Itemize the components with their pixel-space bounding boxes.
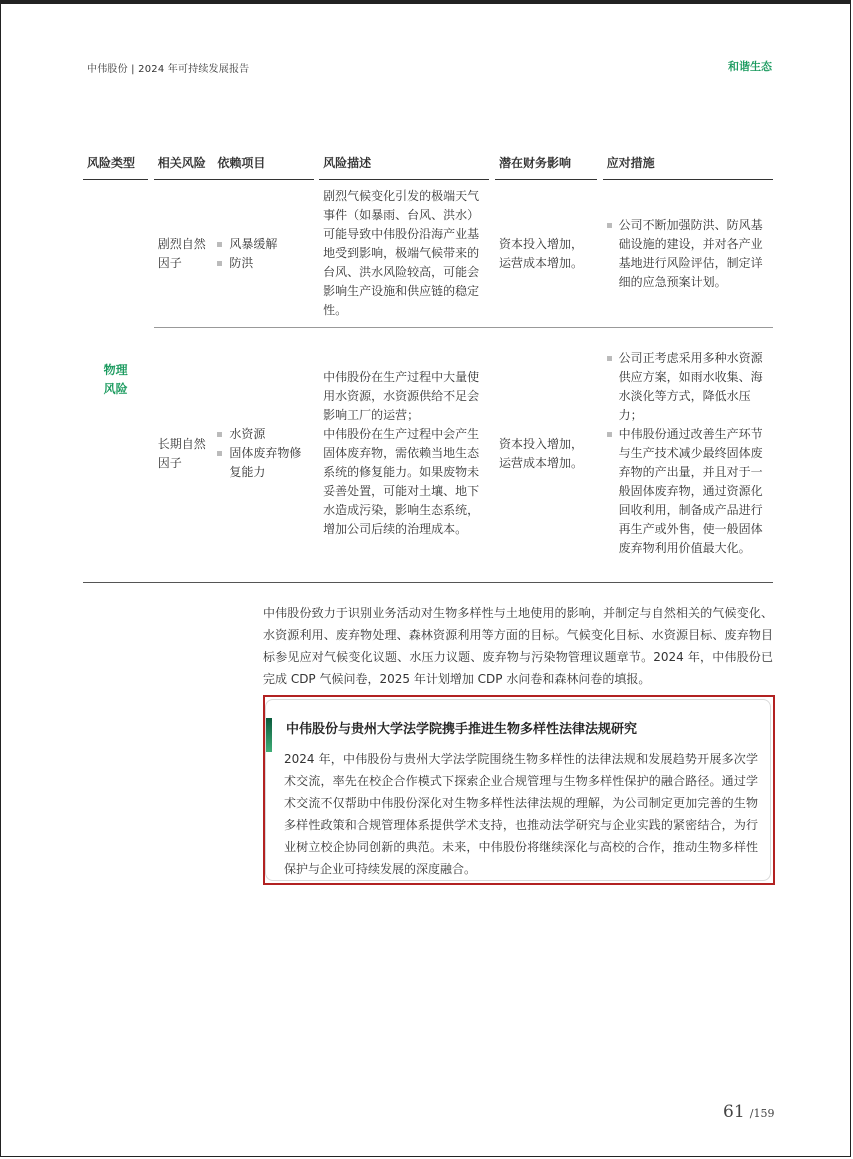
list-item: 中伟股份通过改善生产环节与生产技术减少最终固体废弃物的产出量，并且对于一般固体废弃物，通过资源化回收利用，制备成产品进行再生产或外售，使一般固体废弃物利用价值最大化。: [607, 425, 769, 558]
list-item: 水资源: [217, 425, 309, 444]
table-header-row: [83, 154, 773, 180]
page-current: 61: [723, 1102, 745, 1122]
risk-type-cell: 物理 风险: [103, 362, 128, 396]
col-related-risk: 相关风险: [154, 154, 214, 180]
col-response: 应对措施: [603, 154, 773, 180]
case-study-box: [265, 699, 771, 881]
response-cell: [603, 180, 773, 328]
col-risk-type: 风险类型: [83, 154, 148, 180]
header-report-title: 中伟股份 | 2024 年可持续发展报告: [87, 64, 250, 75]
risk-description-cell: 中伟股份在生产过程中大量使用水资源，水资源供给不足会影响工厂的运营； 中伟股份在生产过程中会产生固体废弃物，需依赖当地生态系统的修复能力。如果废物未妥善处置，可能对土壤、地下水造成污染，影响生态系统，增加公司后续的治理成本。: [323, 370, 480, 537]
table-row: [83, 180, 773, 328]
financial-impact-cell: 资本投入增加，运营成本增加。: [498, 436, 583, 470]
col-financial-impact: 潜在财务影响: [495, 154, 597, 180]
financial-impact-cell: 资本投入增加，运营成本增加。: [495, 180, 597, 328]
list-item: 公司正考虑采用多种水资源供应方案，如雨水收集、海水淡化等方式，降低水压力；: [607, 349, 769, 425]
dependency-cell: [213, 328, 313, 580]
col-risk-description: 风险描述: [319, 154, 489, 180]
case-study-body: 2024 年，中伟股份与贵州大学法学院围绕生物多样性的法律法规和发展趋势开展多次学术交流，率先在校企合作模式下探索企业合规管理与生物多样性保护的融合路径。通过学术交流不仅帮助中伟股份深化对生物多样性法律法规的理解，为公司制定更加完善的生物多样性政策和合规管理体系提供学术支持，也推动法学研究与企业实践的紧密结合，为行业树立校企协同创新的典范。未来，中伟股份将继续深化与高校的合作，推动生物多样性保护与企业可持续发展的深度融合。: [284, 752, 758, 876]
response-cell: [603, 328, 773, 580]
list-item: 风暴缓解: [217, 235, 309, 254]
list-item: 固体废弃物修复能力: [217, 444, 309, 482]
header-section-name: 和谐生态: [728, 60, 772, 73]
page-total: /159: [749, 1107, 775, 1120]
list-item: 防洪: [217, 254, 309, 273]
table-row: [83, 328, 773, 580]
risk-table: [83, 154, 773, 580]
page-number: [723, 1102, 774, 1122]
col-dependency: 依赖项目: [213, 154, 313, 180]
list-item: 公司不断加强防洪、防风基础设施的建设，并对各产业基地进行风险评估，制定详细的应急预案计划。: [607, 216, 769, 292]
table-bottom-rule: [83, 582, 773, 583]
risk-description-cell: 剧烈气候变化引发的极端天气事件（如暴雨、台风、洪水）可能导致中伟股份沿海产业基地受到影响，极端气候带来的台风、洪水风险较高，可能会影响生产设施和供应链的稳定性。: [319, 180, 489, 328]
related-risk-cell: 长期自然因子: [157, 436, 206, 470]
dependency-cell: [213, 180, 313, 328]
body-paragraph: 中伟股份致力于识别业务活动对生物多样性与土地使用的影响，并制定与自然相关的气候变化、水资源利用、废弃物处理、森林资源利用等方面的目标。气候变化目标、水资源目标、废弃物目标参见应对气候变化议题、水压力议题、废弃物与污染物管理议题章节。2024 年，中伟股份已完成 CDP 气候问卷，2025 年计划增加 CDP 水问卷和森林问卷的填报。: [263, 606, 773, 686]
case-accent-bar: [266, 718, 272, 752]
case-study-title: 中伟股份与贵州大学法学院携手推进生物多样性法律法规研究: [286, 722, 638, 737]
related-risk-cell: 剧烈自然因子: [154, 180, 214, 328]
